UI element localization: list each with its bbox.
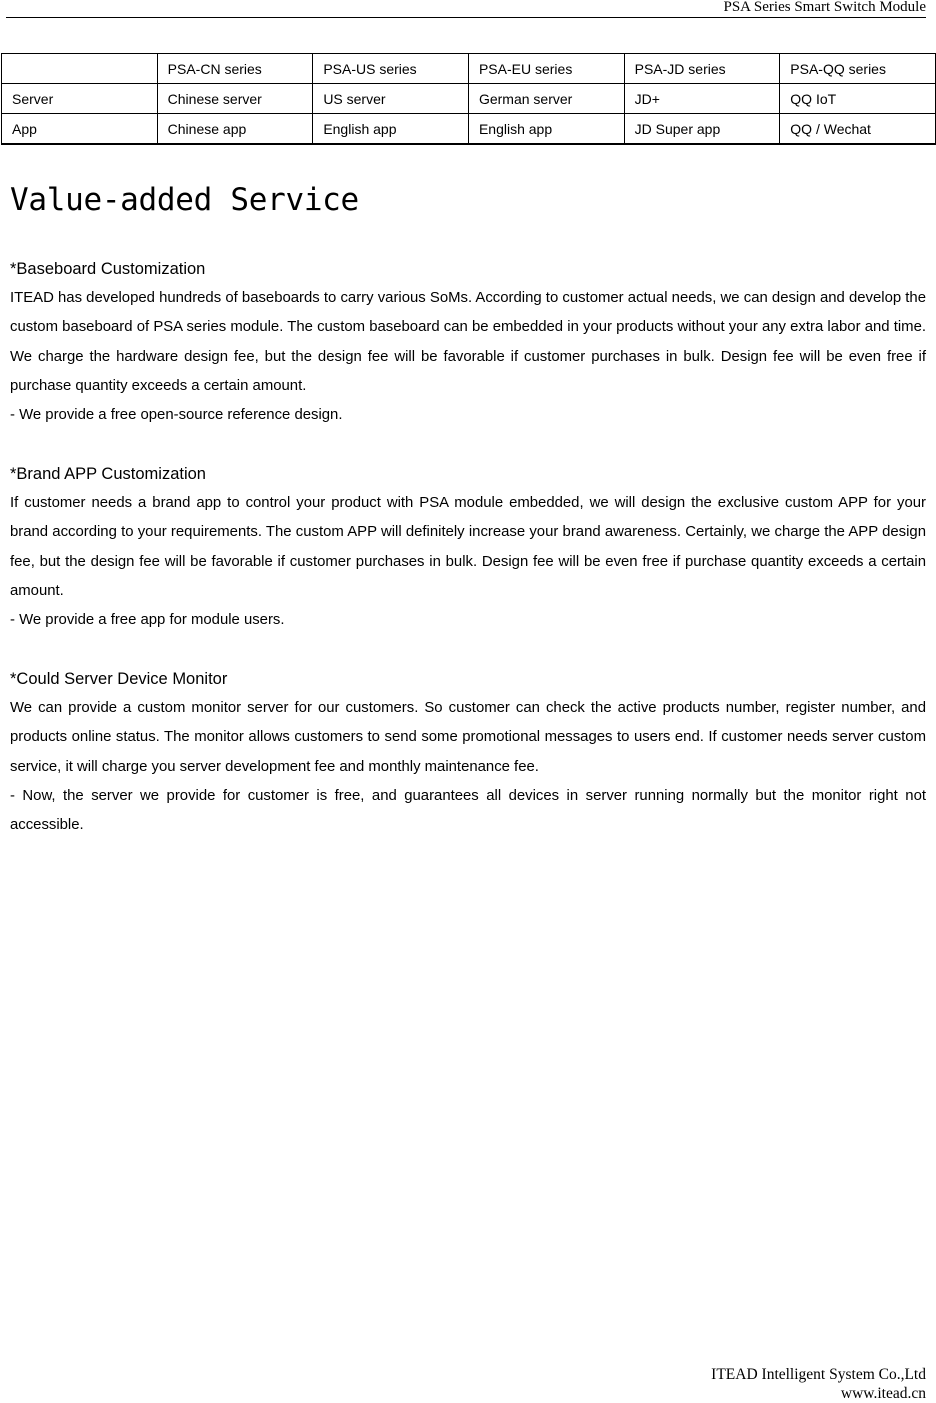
header-rule <box>6 17 926 18</box>
baseboard-customization-section <box>10 255 926 430</box>
table-cell: English app <box>468 114 624 145</box>
server-device-monitor-section <box>10 665 926 840</box>
section-title: Value-added Service <box>10 182 359 218</box>
section-note: - We provide a free open-source reference design. <box>10 407 343 424</box>
table-cell: QQ / Wechat <box>780 114 936 145</box>
footer-website: www.itead.cn <box>840 1385 926 1402</box>
table-header-cell <box>2 54 158 84</box>
table-cell: US server <box>313 84 469 114</box>
section-body: If customer needs a brand app to control your product with PSA module embedded, we will design the exclusive custom APP for your brand according to your requirements. The custom APP will definitely increase your brand awareness. Certainly, we charge the APP design fee, but the design fee will be favorable if customer purchases in bulk. Design fee will be even free if purchase quantity exceeds a certain amount. <box>10 495 926 599</box>
table-cell: German server <box>468 84 624 114</box>
section-body: We can provide a custom monitor server for our customers. So customer can check the active products number, register number, and products online status. The monitor allows customers to send some promotional messages to users end. If customer needs server custom service, it will charge you server development fee and monthly maintenance fee. <box>10 700 926 775</box>
table-header-cell: PSA-EU series <box>468 54 624 84</box>
table-cell: Chinese app <box>157 114 313 145</box>
table-cell: JD+ <box>624 84 780 114</box>
table-row <box>2 114 936 145</box>
table-header-cell: PSA-QQ series <box>780 54 936 84</box>
series-comparison-table <box>1 53 936 145</box>
table-cell: QQ IoT <box>780 84 936 114</box>
table-cell: App <box>2 114 158 145</box>
table-cell: JD Super app <box>624 114 780 145</box>
table-cell: Chinese server <box>157 84 313 114</box>
section-heading: *Baseboard Customization <box>10 260 206 278</box>
table-header-cell: PSA-JD series <box>624 54 780 84</box>
section-note: - We provide a free app for module users. <box>10 612 285 629</box>
section-note: - Now, the server we provide for customer is free, and guarantees all devices in server running normally but the monitor right not accessible. <box>10 787 926 834</box>
brand-app-customization-section <box>10 460 926 635</box>
page-header-title: PSA Series Smart Switch Module <box>723 0 926 15</box>
table-row <box>2 84 936 114</box>
section-heading: *Could Server Device Monitor <box>10 670 228 688</box>
table-header-cell: PSA-CN series <box>157 54 313 84</box>
footer-company: ITEAD Intelligent System Co.,Ltd <box>711 1366 926 1383</box>
section-heading: *Brand APP Customization <box>10 465 206 483</box>
table-header-cell: PSA-US series <box>313 54 469 84</box>
section-body: ITEAD has developed hundreds of baseboards to carry various SoMs. According to customer actual needs, we can design and develop the custom baseboard of PSA series module. The custom baseboard can be embedded in your products without your any extra labor and time. We charge the hardware design fee, but the design fee will be favorable if customer purchases in bulk. Design fee will be even free if purchase quantity exceeds a certain amount. <box>10 290 926 394</box>
table-header-row <box>2 54 936 84</box>
table-cell: English app <box>313 114 469 145</box>
table-cell: Server <box>2 84 158 114</box>
